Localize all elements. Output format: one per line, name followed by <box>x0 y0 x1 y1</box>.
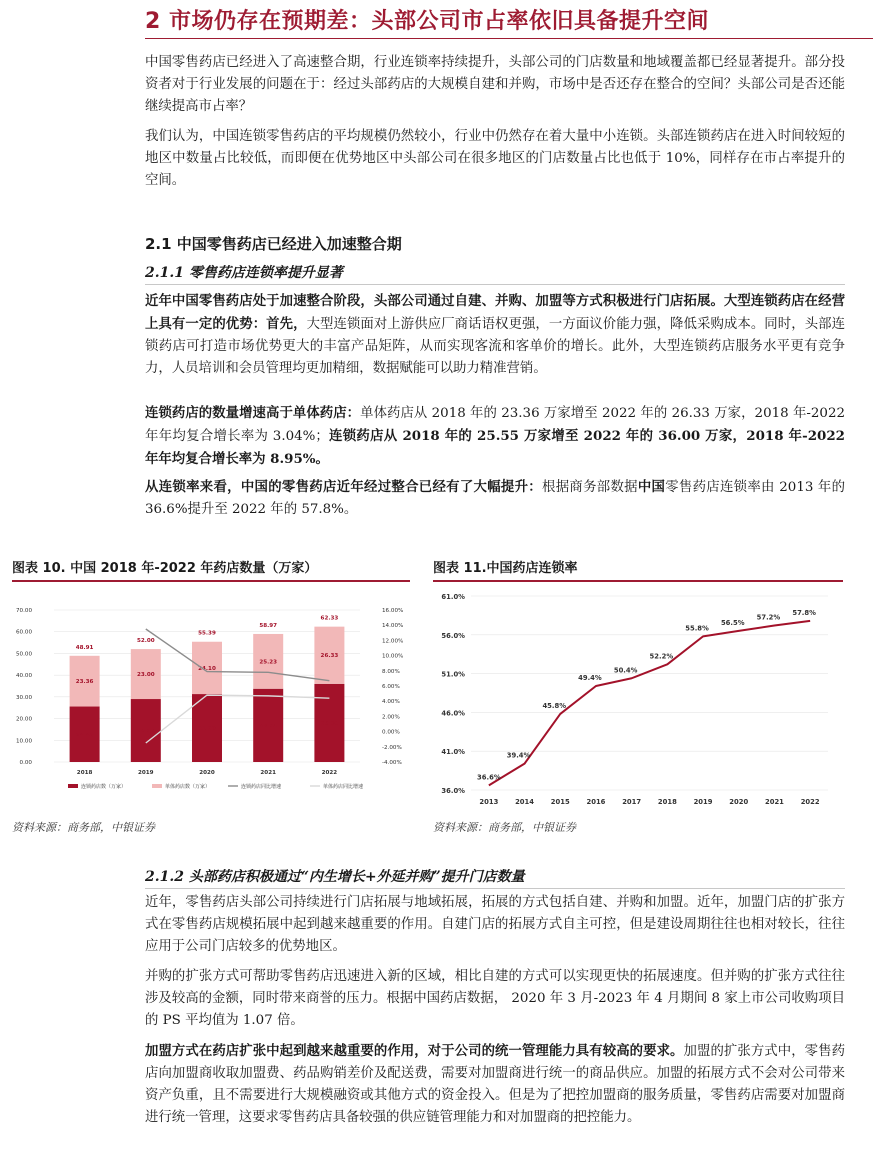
y2-tick-label: 10.00% <box>382 653 404 660</box>
data-label-chain: 33.74 <box>259 723 278 730</box>
subsection-rule <box>145 284 845 285</box>
x-tick-label: 2022 <box>800 798 820 806</box>
growth-line <box>146 629 330 681</box>
data-label: 50.4% <box>613 666 638 675</box>
chain-rate-line <box>489 618 810 786</box>
y-tick-label: 60.00 <box>15 629 32 636</box>
x-tick-label: 2022 <box>321 770 338 776</box>
y2-tick-label: 16.00% <box>382 608 404 614</box>
x-tick-label: 2021 <box>764 798 784 806</box>
data-label-chain: 29.00 <box>136 728 155 735</box>
data-label-single: 26.33 <box>320 653 339 660</box>
paragraph-consolidation-body: 大型连锁面对上游供应厂商话语权更强，一方面议价能力强，降低采购成本。同时，头部连锁药店可打造市场优势更大的丰富产品矩阵，从而实现客流和客单价的增长。此外，大型连锁药店服务水平更有竞争力，人员培训和会员管理均更加精细，数据赋能可以助力精准营销。 <box>145 317 846 376</box>
y2-tick-label: -2.00% <box>382 744 402 751</box>
paragraph-chain-rate <box>145 476 845 521</box>
x-tick-label: 2018 <box>76 770 93 776</box>
x-tick-label: 2015 <box>550 798 570 806</box>
y2-tick-label: 12.00% <box>382 638 404 645</box>
paragraph-chain-rate-mid: 根据商务部数据 <box>542 480 638 495</box>
data-label-total: 58.97 <box>259 622 278 629</box>
y-tick-label: 50.00 <box>15 651 32 658</box>
figure-10-chart <box>12 584 412 804</box>
y-tick-label: 51.0% <box>441 670 465 679</box>
x-tick-label: 2020 <box>199 770 215 776</box>
y-tick-label: 70.00 <box>15 608 32 614</box>
figure-11-title: 图表 11.中国药店连锁率 <box>433 561 578 576</box>
y2-tick-label: 14.00% <box>382 623 404 630</box>
subsection-rule-2 <box>145 888 845 889</box>
paragraph-consolidation <box>145 290 845 380</box>
data-label-single: 23.00 <box>136 672 155 679</box>
x-tick-label: 2017 <box>622 798 642 806</box>
paragraph-chain-rate-emphasis: 中国 <box>637 479 666 495</box>
figure-10-rule <box>12 580 410 582</box>
data-label: 57.8% <box>792 608 816 617</box>
intro-paragraph-1: 中国零售药店已经进入了高速整合期，行业连锁率持续提升，头部公司的门店数量和地域覆盖都已经显著提升。部分投资者对于行业发展的问题在于：经过头部药店的大规模自建和并购，市场中是否还存在整合的空间？头部公司是否还能继续提高市占率？ <box>145 55 845 114</box>
y-tick-label: 56.0% <box>441 631 465 640</box>
x-tick-label: 2019 <box>693 798 713 806</box>
data-label: 56.5% <box>720 618 745 627</box>
subsection-title-2-1-1: 2.1.1 零售药店连锁率提升显著 <box>145 265 343 281</box>
x-tick-label: 2014 <box>515 798 535 806</box>
x-tick-label: 2019 <box>138 770 154 776</box>
y-tick-label: 10.00 <box>15 738 32 745</box>
paragraph-growth-lead: 连锁药店的数量增速高于单体药店： <box>145 405 361 421</box>
data-label-total: 48.91 <box>75 644 94 651</box>
y-tick-label: 41.0% <box>441 748 465 757</box>
figure-11-rule <box>433 580 843 582</box>
legend-label: 单体药店数（万家） <box>165 784 211 790</box>
figure-10-source: 资料来源：商务部，中银证券 <box>12 821 155 834</box>
subsection-title-2-1-2: 2.1.2 头部药店积极通过“内生增长+外延并购”提升门店数量 <box>145 869 525 885</box>
legend-label: 单体药店同比增速 <box>323 784 364 790</box>
y-tick-label: 40.00 <box>15 673 32 680</box>
y-tick-label: 20.00 <box>15 716 32 723</box>
paragraph-consolidation-lead: 近年中国零售药店处于加速整合阶段，头部公司通过自建、并购、加盟等方式积极进行门店拓展。大型连锁药店在经营上具有一定的优势：首先， <box>145 293 845 332</box>
data-label-total: 52.00 <box>136 638 155 645</box>
data-label: 39.4% <box>506 751 531 760</box>
data-label-single: 25.23 <box>259 659 278 666</box>
intro-paragraph-2: 我们认为，中国连锁零售药店的平均规模仍然较小，行业中仍然存在着大量中小连锁。头部连锁药店在进入时间较短的地区中数量占比较低，而即便在优势地区中头部公司在很多地区的门店数量占比也低于 10%，同样存在市占率提升的空间。 <box>145 129 845 188</box>
data-label: 57.2% <box>756 613 781 622</box>
data-label-single: 24.10 <box>198 665 216 672</box>
y-tick-label: 30.00 <box>15 694 32 701</box>
y2-tick-label: 0.00% <box>382 729 400 736</box>
x-tick-label: 2016 <box>586 798 606 806</box>
paragraph-franchise <box>145 1040 845 1129</box>
subsection-title-2-1: 2.1 中国零售药店已经进入加速整合期 <box>145 235 402 253</box>
y-tick-label: 46.0% <box>441 709 465 718</box>
y-tick-label: 61.0% <box>441 593 465 601</box>
y2-tick-label: 6.00% <box>382 684 400 690</box>
paragraph-chain-rate-body: 零售药店连锁率由 2013 年的 36.6%提升至 2022 年的 57.8%。 <box>145 480 846 517</box>
data-label: 52.2% <box>649 652 674 661</box>
paragraph-franchise-lead: 加盟方式在药店扩张中起到越来越重要的作用，对于公司的统一管理能力具有较高的要求。 <box>145 1043 684 1059</box>
data-label-chain: 36.00 <box>320 720 339 727</box>
data-label: 45.8% <box>542 701 567 710</box>
y2-tick-label: 2.00% <box>382 714 400 721</box>
legend-swatch <box>68 784 78 788</box>
figure-11-source: 资料来源：商务部，中银证券 <box>433 821 576 834</box>
paragraph-acquisition: 并购的扩张方式可帮助零售药店迅速进入新的区域，相比自建的方式可以实现更快的拓展速度。但并购的扩张方式往往涉及较高的金额，同时带来商誉的压力。根据中国药店数据， 2020 年 3 月-2023 年 4 月期间 8 家上市公司收购项目的 PS 平均值为 1.07 倍。 <box>145 969 845 1028</box>
paragraph-franchise-body: 加盟的扩张方式中，零售药店向加盟商收取加盟费、药品购销差价及配送费，需要对加盟商进行统一的商品供应。加盟的拓展方式不会对公司带来资产负重，且不需要进行大规模融资或其他方式的资金投入。但是为了把控加盟商的服务质量，零售药店需要对加盟商进行统一管理，这要求零售药店具备较强的供应链管理能力和对加盟商的把控能力。 <box>145 1044 845 1125</box>
section-title-rule <box>145 38 873 39</box>
legend-swatch <box>152 784 162 788</box>
y2-tick-label: 8.00% <box>382 668 400 675</box>
x-tick-label: 2020 <box>729 798 749 806</box>
data-label: 55.8% <box>685 624 709 633</box>
figure-11-chart <box>433 584 845 814</box>
paragraph-growth <box>145 402 845 471</box>
section-title: 2 市场仍存在预期差：头部公司市占率依旧具备提升空间 <box>145 9 709 34</box>
y2-tick-label: 4.00% <box>382 699 400 706</box>
y-tick-label: 36.0% <box>441 787 465 795</box>
data-label: 36.6% <box>477 773 501 782</box>
x-tick-label: 2021 <box>260 770 276 776</box>
data-label-total: 55.39 <box>198 630 216 637</box>
data-label-total: 62.33 <box>320 615 339 622</box>
legend-label: 连锁药店同比增速 <box>241 784 282 790</box>
legend-label: 连锁药店数（万家） <box>81 784 127 790</box>
figure-10-title: 图表 10. 中国 2018 年-2022 年药店数量（万家） <box>12 561 318 576</box>
y2-tick-label: -4.00% <box>382 760 402 766</box>
paragraph-expansion: 近年，零售药店头部公司持续进行门店拓展与地域拓展，拓展的方式包括自建、并购和加盟。近年，加盟门店的扩张方式在零售药店规模拓展中起到越来越重要的作用。自建门店的拓展方式自主可控，但是建设周期往往也相对较长，往往应用于公司门店较多的优势地区。 <box>145 895 845 954</box>
data-label-chain: 31.29 <box>198 726 216 733</box>
data-label-chain: 25.55 <box>75 732 94 739</box>
paragraph-chain-rate-lead: 从连锁率来看，中国的零售药店近年经过整合已经有了大幅提升： <box>145 479 542 495</box>
x-tick-label: 2013 <box>479 798 499 806</box>
data-label-single: 23.36 <box>75 679 94 686</box>
paragraph-growth-body: 单体药店从 2018 年的 23.36 万家增至 2022 年的 26.33 万家，2018 年-2022 年年均复合增长率为 3.04%； <box>145 406 845 444</box>
growth-line <box>146 695 330 743</box>
data-label: 49.4% <box>578 674 602 683</box>
y-tick-label: 0.00 <box>19 760 32 766</box>
paragraph-growth-emphasis: 连锁药店从 2018 年的 25.55 万家增至 2022 年的 36.00 万家，2018 年-2022 年年均复合增长率为 8.95%。 <box>145 428 846 467</box>
x-tick-label: 2018 <box>657 798 677 806</box>
